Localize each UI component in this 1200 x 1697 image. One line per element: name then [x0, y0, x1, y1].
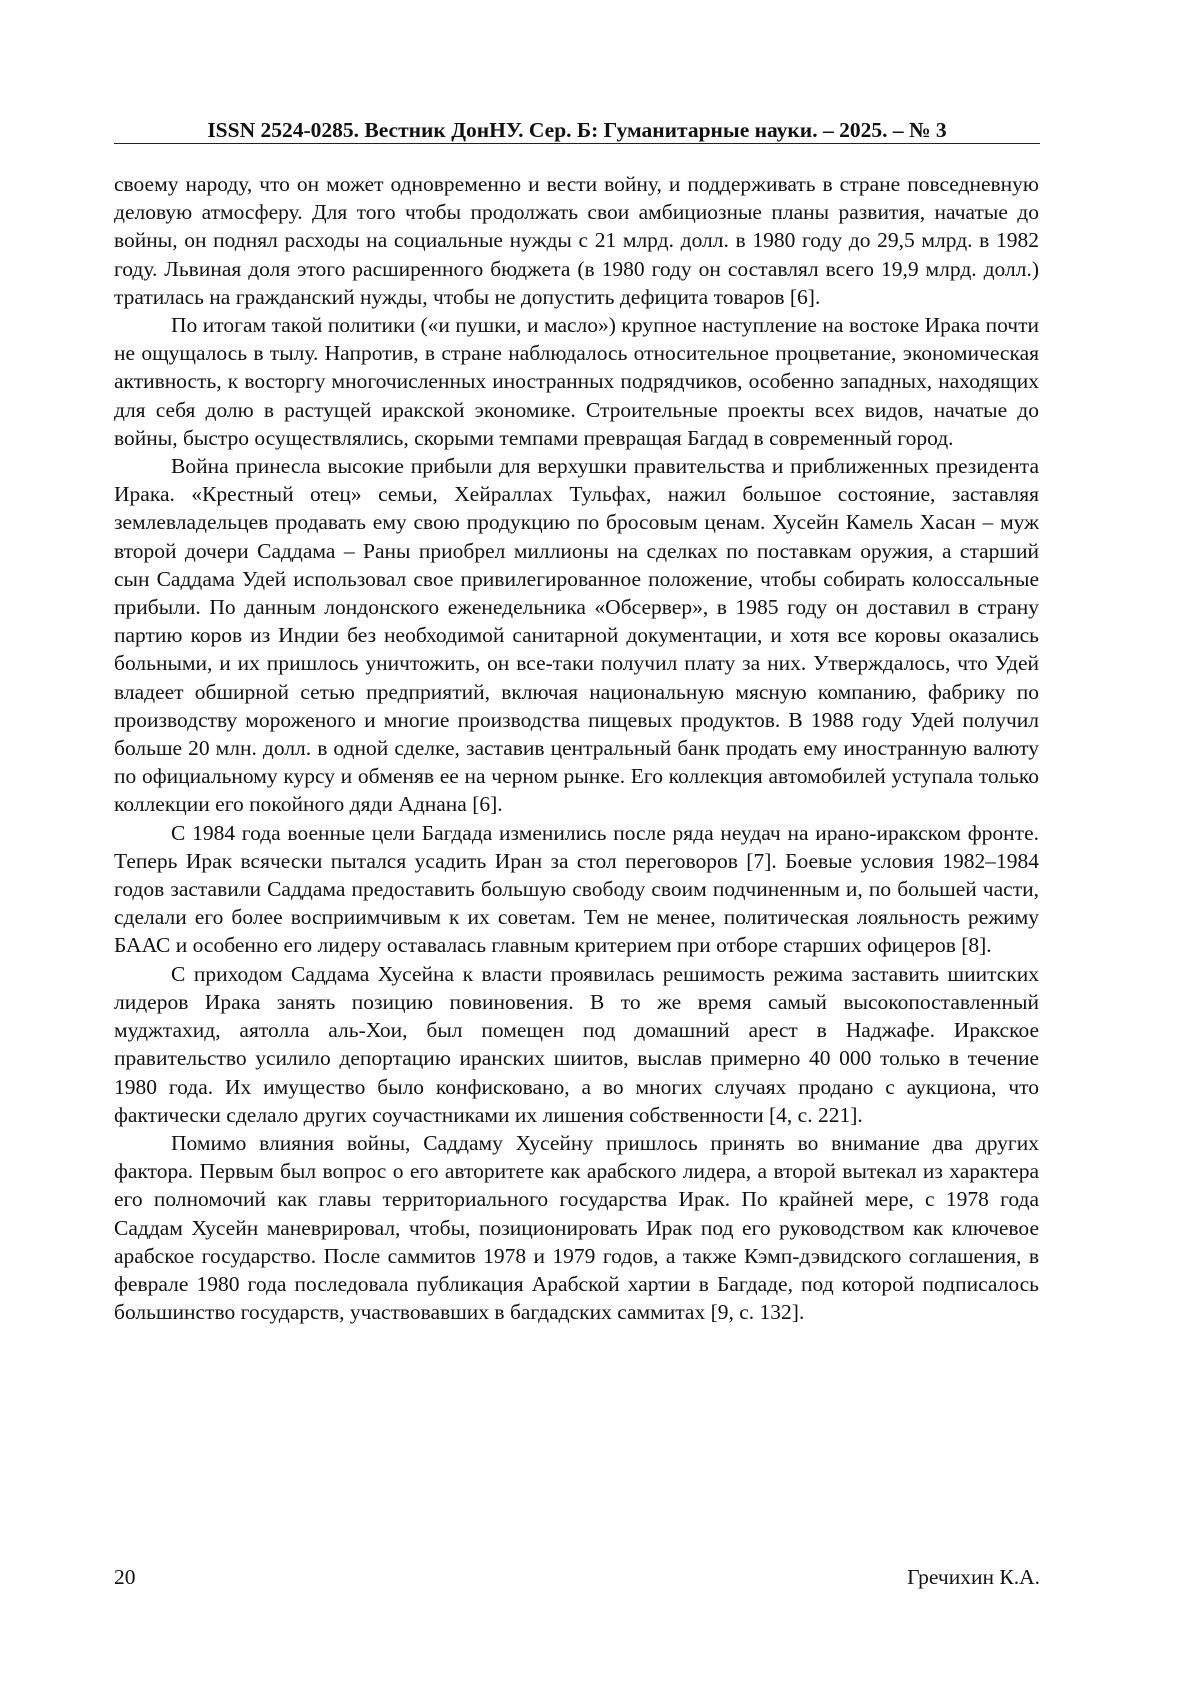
page-number: 20 [114, 1565, 136, 1589]
paragraph: Помимо влияния войны, Саддаму Хусейну пришлось принять во внимание два других фактора. Первым был вопрос о его авторитете как арабского лидера, а второй вытекал из характера его полномочий как главы территориального государства Ирак. По крайней мере, с 1978 года Саддам Хусейн маневрировал, чтобы, позиционировать Ирак под его руководством как ключевое арабское государство. После саммитов 1978 и 1979 годов, а также Кэмп-дэвидского соглашения, в феврале 1980 года последовала публикация Арабской хартии в Багдаде, под которой подписалось большинство государств, участвовавших в багдадских саммитах [9, с. 132]. [114, 1130, 1039, 1325]
header-divider [114, 143, 1040, 144]
paragraph: С 1984 года военные цели Багдада изменились после ряда неудач на ирано-иракском фронте. Теперь Ирак всячески пытался усадить Иран за стол переговоров [7]. Боевые условия 1982–1984 годов заставили Саддама предоставить большую свободу своим подчиненным и, по большей части, сделали его более восприимчивым к их советам. Тем не менее, политическая лояльность режиму БААС и особенно его лидеру оставалась главным критерием при отборе старших офицеров [8]. [114, 820, 1039, 958]
paragraph: Война принесла высокие прибыли для верхушки правительства и приближенных президента Ирака. «Крестный отец» семьи, Хейраллах Тульфах, нажил большое состояние, заставляя землевладельцев продавать ему свою продукцию по бросовым ценам. Хусейн Камель Хасан – муж второй дочери Саддама – Раны приобрел миллионы на сделках по поставкам оружия, а старший сын Саддама Удей использовал свое привилегированное положение, чтобы собирать колоссальные прибыли. По данным лондонского еженедельника «Обсервер», в 1985 году он доставил в страну партию коров из Индии без необходимой санитарной документации, и хотя все коровы оказались больными, и их пришлось уничтожить, он все-таки получил плату за них. Утверждалось, что Удей владеет обширной сетью предприятий, включая национальную мясную компанию, фабрику по производству мороженого и многие производства пищевых продуктов. В 1988 году Удей получил больше 20 млн. долл. в одной сделке, заставив центральный банк продать ему иностранную валюту по официальному курсу и обменяв ее на черном рынке. Его коллекция автомобилей уступала только коллекции его покойного дяди Аднана [6]. [114, 454, 1039, 817]
paragraph: С приходом Саддама Хусейна к власти проявилась решимость режима заставить шиитских лидеров Ирака занять позицию повиновения. В то же время самый высокопоставленный муджтахид, аятолла аль-Хои, был помещен под домашний арест в Наджафе. Иракское правительство усилило депортацию иранских шиитов, выслав примерно 40 000 только в течение 1980 года. Их имущество было конфисковано, а во многих случаях продано с аукциона, что фактически сделало других соучастниками их лишения собственности [4, с. 221]. [114, 961, 1039, 1127]
paragraph: По итогам такой политики («и пушки, и масло») крупное наступление на востоке Ирака почти не ощущалось в тылу. Напротив, в стране наблюдалось относительное процветание, экономическая активность, к восторгу многочисленных иностранных подрядчиков, особенно западных, находящих для себя долю в растущей иракской экономике. Строительные проекты всех видов, начатые до войны, быстро осуществлялись, скорыми темпами превращая Багдад в современный город. [114, 313, 1039, 450]
article-body [114, 170, 1039, 1326]
running-header: ISSN 2524-0285. Вестник ДонНУ. Сер. Б: Гуманитарные науки. – 2025. – № 3 [207, 118, 947, 142]
paragraph-continuation: своему народу, что он может одновременно и вести войну, и поддерживать в стране повседневную деловую атмосферу. Для того чтобы продолжать свои амбициозные планы развития, начатые до войны, он поднял расходы на социальные нужды с 21 млрд. долл. в 1980 году до 29,5 млрд. в 1982 году. Львиная доля этого расширенного бюджета (в 1980 году он составлял всего 19,9 млрд. долл.) тратилась на гражданский нужды, чтобы не допустить дефицита товаров [6]. [114, 172, 1039, 309]
footer-author: Гречихин К.А. [907, 1565, 1040, 1589]
